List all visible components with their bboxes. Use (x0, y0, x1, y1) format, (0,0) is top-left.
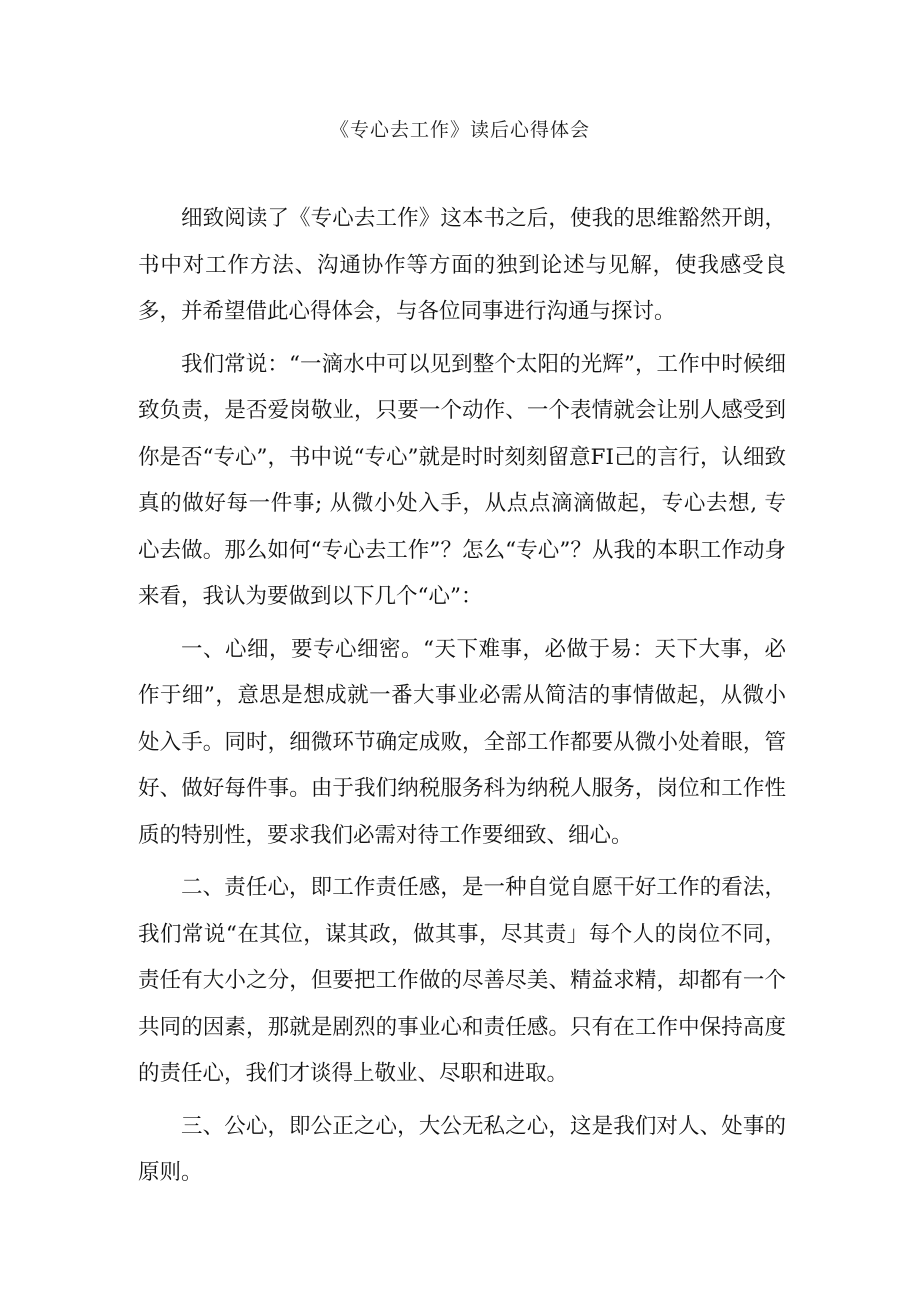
paragraph-fairness: 三、公心，即公正之心，大公无私之心，这是我们对人、处事的原则。 (138, 1113, 786, 1185)
paragraph-careful: 一、心细，要专心细密。“天下难事，必做于易：天下大事，必作于细”，意思是想成就一番大事业必需从简洁的事情做起，从微小处入手。同时，细微环节确定成败，全部工作都要从微小处着眼，管好、做好每件事。由于我们纳税服务科为纳税人服务，岗位和工作性质的特别性，要求我们必需对待工作要细致、细心。 (138, 636, 786, 848)
paragraph-intro: 细致阅读了《专心去工作》这本书之后，使我的思维豁然开朗，书中对工作方法、沟通协作等方面的独到论述与见解，使我感受良多，并希望借此心得体会，与各位同事进行沟通与探讨。 (138, 206, 786, 324)
paragraph-focus: 我们常说：“一滴水中可以见到整个太阳的光辉”，工作中时候细致负责，是否爱岗敬业，只要一个动作、一个表情就会让别人感受到你是否“专心”，书中说“专心”就是时时刻刻留意FI己的言行，认细致真的做好每一件事; 从微小处入手，从点点滴滴做起，专心去想, 专心去做。那么如何“专心去工作”？怎么“专心”？从我的本职工作动身来看，我认为要做到以下几个“心”： (138, 351, 786, 609)
document-body (138, 196, 786, 1203)
paragraph-responsibility: 二、责任心，即工作责任感，是一种自觉自愿干好工作的看法，我们常说“在其位，谋其政，做其事，尽其责」每个人的岗位不同，责任有大小之分，但要把工作做的尽善尽美、精益求精，却都有一个共同的因素，那就是剧烈的事业心和责任感。只有在工作中保持高度的责任心，我们才谈得上敬业、尽职和进取。 (138, 875, 786, 1086)
document-title: 《专心去工作》读后心得体会 (329, 119, 590, 141)
